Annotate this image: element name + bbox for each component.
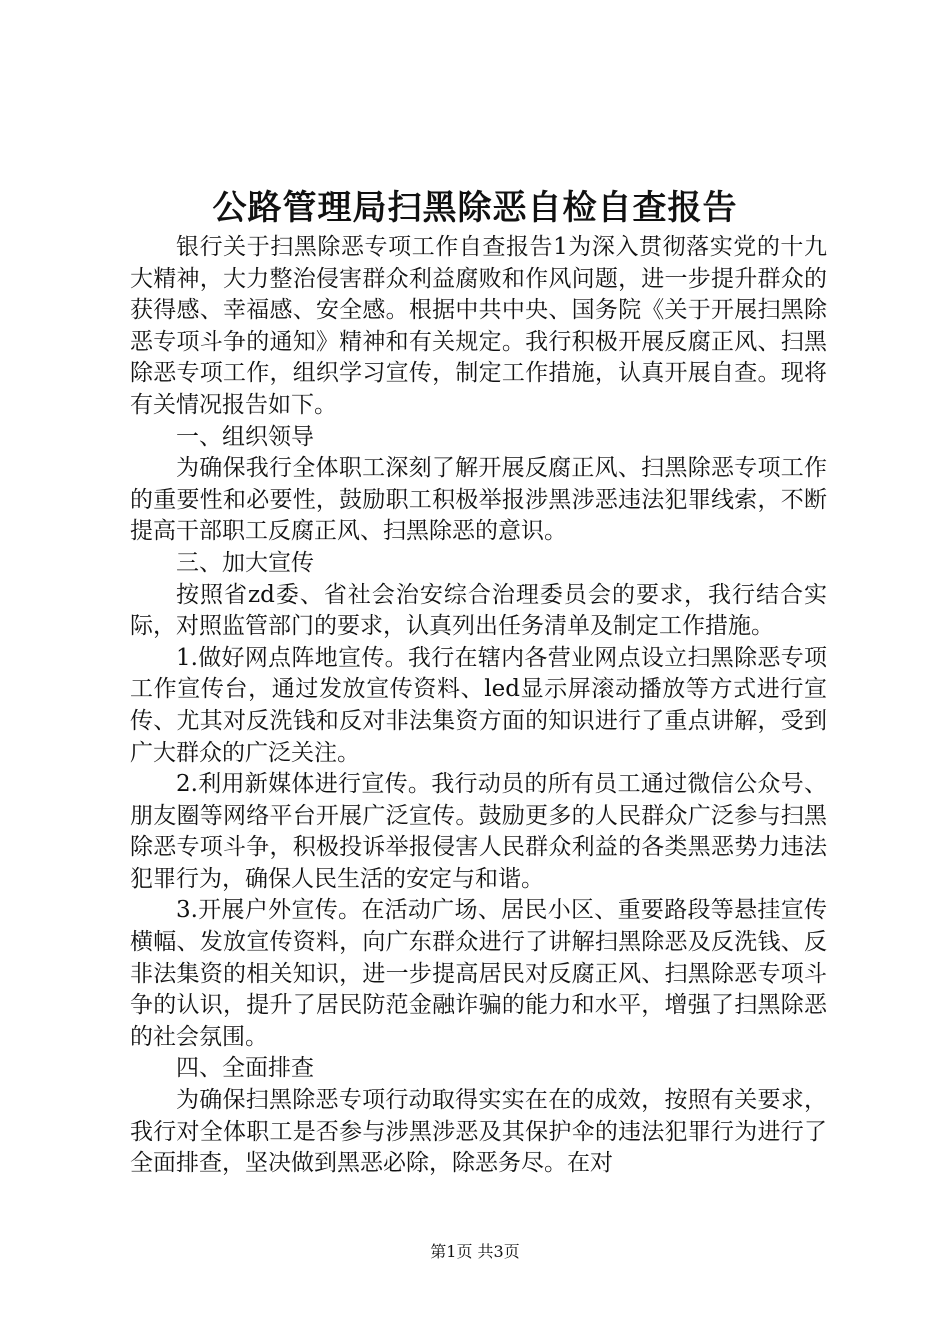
- paragraph-publicity: 按照省zd委、省社会治安综合治理委员会的要求，我行结合实际，对照监管部门的要求，认真列出任务清单及制定工作措施。: [130, 581, 827, 640]
- section-heading-inspection: 四、全面排查: [176, 1055, 314, 1082]
- paragraph-organization: 为确保我行全体职工深刻了解开展反腐正风、扫黑除恶专项工作的重要性和必要性，鼓励职工积极举报涉黑涉恶违法犯罪线索，不断提高干部职工反腐正风、扫黑除恶的意识。: [130, 455, 827, 545]
- paragraph-new-media: 2.利用新媒体进行宣传。我行动员的所有员工通过微信公众号、朋友圈等网络平台开展广泛宣传。鼓励更多的人民群众广泛参与扫黑除恶专项斗争，积极投诉举报侵害人民群众利益的各类黑恶势力违法犯罪行为，确保人民生活的安定与和谐。: [130, 771, 827, 892]
- document-body: [130, 232, 827, 1180]
- document-title: 公路管理局扫黑除恶自检自查报告: [212, 188, 738, 228]
- paragraph-inspection: 为确保扫黑除恶专项行动取得实实在在的成效，按照有关要求，我行对全体职工是否参与涉黑涉恶及其保护伞的违法犯罪行为进行了全面排查，坚决做到黑恶必除，除恶务尽。在对: [130, 1087, 827, 1177]
- section-heading-publicity: 三、加大宣传: [176, 549, 314, 576]
- paragraph-outdoor: 3.开展户外宣传。在活动广场、居民小区、重要路段等悬挂宣传横幅、发放宣传资料，向广东群众进行了讲解扫黑除恶及反洗钱、反非法集资的相关知识，进一步提高居民对反腐正风、扫黑除恶专项斗争的认识，提升了居民防范金融诈骗的能力和水平，增强了扫黑除恶的社会氛围。: [130, 897, 827, 1050]
- section-heading-organization: 一、组织领导: [176, 423, 314, 450]
- page-number-footer: 第1页 共3页: [430, 1242, 520, 1261]
- paragraph-branch-publicity: 1.做好网点阵地宣传。我行在辖内各营业网点设立扫黑除恶专项工作宣传台，通过发放宣传资料、led显示屏滚动播放等方式进行宣传、尤其对反洗钱和反对非法集资方面的知识进行了重点讲解，受到广大群众的广泛关注。: [130, 644, 827, 766]
- paragraph-intro: 银行关于扫黑除恶专项工作自查报告1为深入贯彻落实党的十九大精神，大力整治侵害群众利益腐败和作风问题，进一步提升群众的获得感、幸福感、安全感。根据中共中央、国务院《关于开展扫黑除恶专项斗争的通知》精神和有关规定。我行积极开展反腐正风、扫黑除恶专项工作，组织学习宣传，制定工作措施，认真开展自查。现将有关情况报告如下。: [130, 234, 827, 418]
